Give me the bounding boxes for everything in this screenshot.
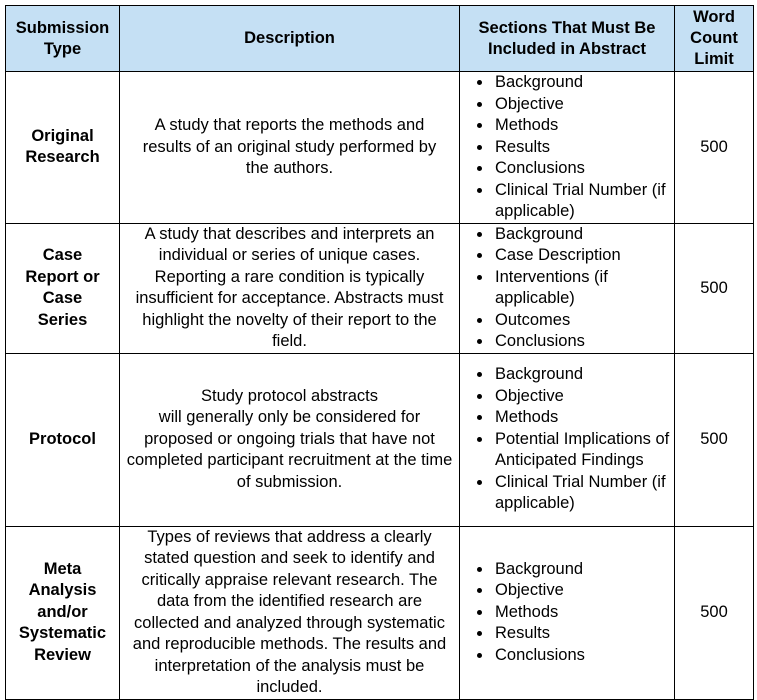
list-item: • Results <box>493 623 670 645</box>
sections-list <box>460 364 674 515</box>
list-item: • Outcomes <box>493 310 670 332</box>
list-item: • Objective <box>493 94 670 116</box>
sections-list <box>460 224 674 353</box>
list-item: • Background <box>493 364 670 386</box>
description-line: Study protocol abstracts <box>200 386 378 405</box>
description-line: will generally only be considered for proposed or ongoing trials that have not completed participant recruitment at the time of submission. <box>126 408 453 491</box>
list-item: • Potential Implications of Anticipated Findings <box>493 429 670 472</box>
description-cell: Types of reviews that address a clearly stated question and seek to identify and critically appraise relevant research. The data from the identified research are collected and analyzed through systematic and reproducible methods. The results and interpretation of the analysis must be included. <box>120 526 460 699</box>
submission-type-cell: Protocol <box>6 353 120 526</box>
list-item: • Conclusions <box>493 331 670 353</box>
description-cell <box>120 353 460 526</box>
sections-cell <box>460 353 675 526</box>
word-count-limit-cell: 500 <box>675 353 754 526</box>
sections-cell <box>460 526 675 699</box>
list-item: • Interventions (if applicable) <box>493 267 670 310</box>
submission-type-cell: Meta Analysis and/or Systematic Review <box>6 526 120 699</box>
list-item: • Clinical Trial Number (if applicable) <box>493 472 670 515</box>
header-row <box>6 6 754 72</box>
list-item: • Methods <box>493 602 670 624</box>
word-count-limit-cell: 500 <box>675 72 754 224</box>
list-item: • Methods <box>493 115 670 137</box>
submission-type-cell: Original Research <box>6 72 120 224</box>
description-cell: A study that reports the methods and results of an original study performed by the authors. <box>120 72 460 224</box>
header-description: Description <box>120 6 460 72</box>
header-word-count-limit: Word Count Limit <box>675 6 754 72</box>
sections-list <box>460 559 674 667</box>
sections-cell <box>460 223 675 353</box>
list-item: • Methods <box>493 407 670 429</box>
list-item: • Conclusions <box>493 158 670 180</box>
list-item: • Objective <box>493 580 670 602</box>
table-row <box>6 72 754 224</box>
list-item: • Background <box>493 72 670 94</box>
header-sections: Sections That Must Be Included in Abstract <box>460 6 675 72</box>
table-row <box>6 526 754 699</box>
list-item: • Background <box>493 224 670 246</box>
word-count-limit-cell: 500 <box>675 223 754 353</box>
submission-types-table <box>5 5 754 700</box>
list-item: • Objective <box>493 386 670 408</box>
list-item: • Background <box>493 559 670 581</box>
list-item: • Conclusions <box>493 645 670 667</box>
sections-cell <box>460 72 675 224</box>
table-row <box>6 223 754 353</box>
submission-type-cell: Case Report or Case Series <box>6 223 120 353</box>
description-cell: A study that describes and interprets an individual or series of unique cases. Reporting a rare condition is typically insufficient for acceptance. Abstracts must highlight the novelty of their report to the field. <box>120 223 460 353</box>
list-item: • Clinical Trial Number (if applicable) <box>493 180 670 223</box>
word-count-limit-cell: 500 <box>675 526 754 699</box>
list-item: • Case Description <box>493 245 670 267</box>
list-item: • Results <box>493 137 670 159</box>
sections-list <box>460 72 674 223</box>
header-submission-type: Submission Type <box>6 6 120 72</box>
table-row <box>6 353 754 526</box>
